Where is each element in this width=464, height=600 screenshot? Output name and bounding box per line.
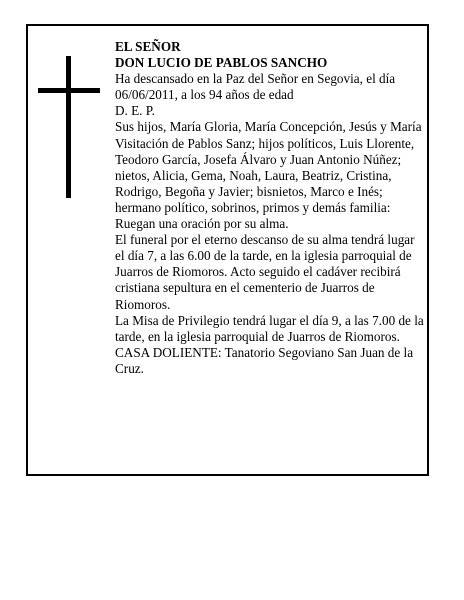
cross-horizontal-bar — [38, 88, 100, 93]
deceased-name: DON LUCIO DE PABLOS SANCHO — [115, 55, 328, 71]
funeral-paragraph: El funeral por el eterno descanso de su alma tendrá lugar el día 7, a las 6.00 de la tarde, en la iglesia parroquial de Juarros de Riomoros. Acto seguido el cadáver recibirá cristiana sepultura en el cementerio de Juarros de Riomoros. — [115, 232, 415, 312]
death-statement: Ha descansado en la Paz del Señor en Segovia, el día 06/06/2011, a los 94 años de edad — [115, 71, 396, 103]
cross-vertical-bar — [66, 56, 71, 198]
cross-icon — [38, 56, 100, 198]
dep-line: D. E. P. — [115, 103, 155, 119]
mourning-house: CASA DOLIENTE: Tanatorio Segoviano San Juan de la Cruz. — [115, 344, 414, 376]
prayer-request: Ruegan una oración por su alma. — [115, 216, 289, 232]
family-paragraph: Sus hijos, María Gloria, María Concepción, Jesús y María Visitación de Pablos Sanz; hijos políticos, Luis Llorente, Teodoro García, Josefa Álvaro y Juan Antonio Núñez; nietos, Alicia, Gema, Noah, Laura, Beatriz, Cristina, Rodrigo, Begoña y Javier; bisnietos, Marco e Inés; hermano político, sobrinos, primos y demás familia: — [115, 119, 422, 215]
obituary-notice — [26, 24, 429, 476]
mass-paragraph: La Misa de Privilegio tendrá lugar el día 9, a las 7.00 de la tarde, en la iglesia parroquial de Juarros de Riomoros. — [115, 312, 424, 344]
notice-text — [115, 39, 425, 377]
notice-title: EL SEÑOR — [115, 39, 181, 54]
